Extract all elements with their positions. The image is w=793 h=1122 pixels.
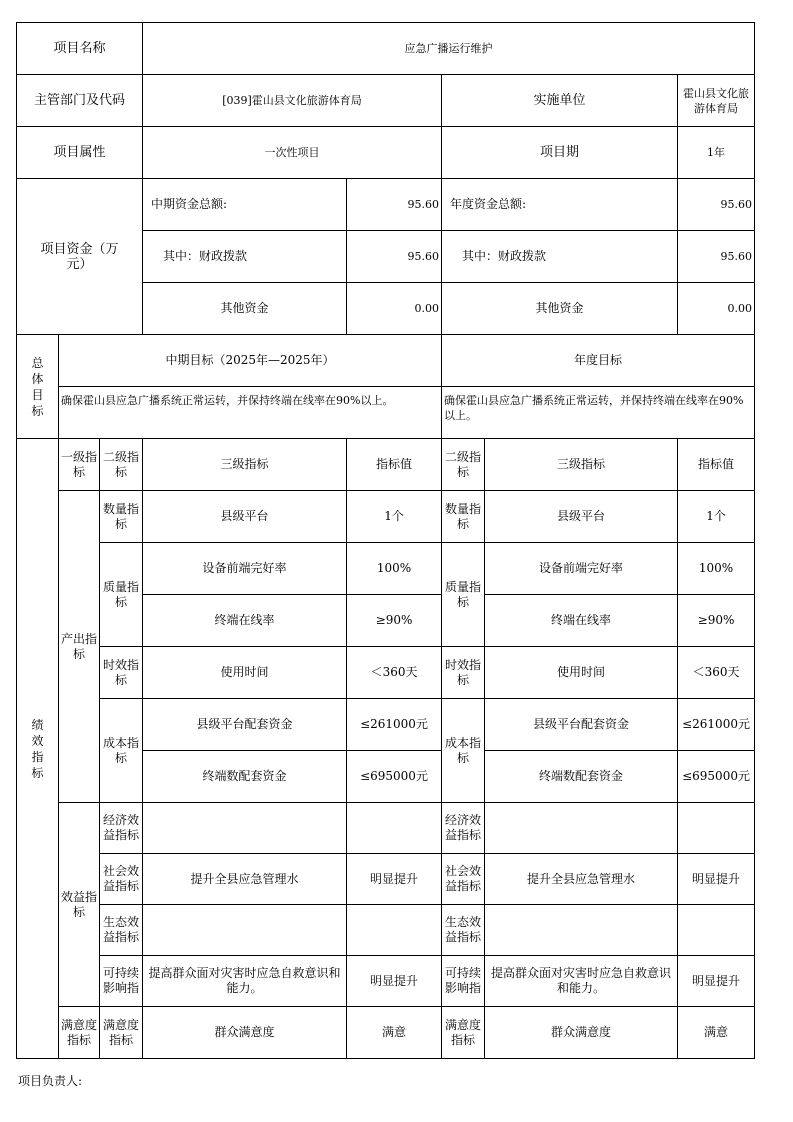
h-level1: 一级指标 [59, 439, 100, 491]
su1-val-mid: 明显提升 [347, 956, 442, 1007]
s1-name-annual: 提升全县应急管理水 [485, 854, 678, 905]
c2-val-mid: ≤695000元 [347, 751, 442, 803]
dept-label: 主管部门及代码 [17, 75, 143, 127]
mid-goal-text: 确保霍山县应急广播系统正常运转，并保持终端在线率在90%以上。 [59, 387, 442, 439]
dept-value: [039]霍山县文化旅游体育局 [143, 75, 442, 127]
ecological-name-mid [143, 905, 347, 956]
timeliness-annual: 时效指标 [442, 647, 485, 699]
annual-goal-header: 年度目标 [442, 335, 755, 387]
mid-goal-header: 中期目标（2025年—2025年） [59, 335, 442, 387]
satisfaction-l1: 满意度指标 [59, 1007, 100, 1059]
cost-mid: 成本指标 [100, 699, 143, 803]
economic-name-annual [485, 803, 678, 854]
annual-other-value: 0.00 [678, 283, 755, 335]
q2-name-annual: 设备前端完好率 [485, 543, 678, 595]
ecological-mid: 生态效益指标 [100, 905, 143, 956]
t1-val-mid: ＜360天 [347, 647, 442, 699]
su1-name-mid: 提高群众面对灾害时应急自救意识和能力。 [143, 956, 347, 1007]
q2-val-mid: 100% [347, 543, 442, 595]
project-name-label: 项目名称 [17, 23, 143, 75]
q3-name-annual: 终端在线率 [485, 595, 678, 647]
impl-unit-value: 霍山县文化旅游体育局 [678, 75, 755, 127]
quality-annual: 质量指标 [442, 543, 485, 647]
perf-label-text: 绩效指标 [31, 717, 44, 780]
social-mid: 社会效益指标 [100, 854, 143, 905]
q1-val-mid: 1个 [347, 491, 442, 543]
period-label: 项目期 [442, 127, 678, 179]
t1-name-annual: 使用时间 [485, 647, 678, 699]
q2-val-annual: 100% [678, 543, 755, 595]
economic-val-mid [347, 803, 442, 854]
annual-total-value: 95.60 [678, 179, 755, 231]
satisfaction-mid: 满意度指标 [100, 1007, 143, 1059]
annual-fiscal-label: 其中：财政拨款 [442, 231, 678, 283]
overall-goal-label-text: 总体目标 [31, 355, 44, 418]
h-value-mid: 指标值 [347, 439, 442, 491]
mid-other-value: 0.00 [347, 283, 442, 335]
mid-total-label: 中期资金总额: [143, 179, 347, 231]
t1-val-annual: ＜360天 [678, 647, 755, 699]
c2-name-annual: 终端数配套资金 [485, 751, 678, 803]
economic-val-annual [678, 803, 755, 854]
satisfaction-annual: 满意度指标 [442, 1007, 485, 1059]
q3-val-mid: ≥90% [347, 595, 442, 647]
attr-label: 项目属性 [17, 127, 143, 179]
economic-name-mid [143, 803, 347, 854]
h-value-annual: 指标值 [678, 439, 755, 491]
annual-other-label: 其他资金 [442, 283, 678, 335]
sat-val-annual: 满意 [678, 1007, 755, 1059]
mid-other-label: 其他资金 [143, 283, 347, 335]
economic-annual: 经济效益指标 [442, 803, 485, 854]
sat-name-mid: 群众满意度 [143, 1007, 347, 1059]
s1-val-mid: 明显提升 [347, 854, 442, 905]
q3-name-mid: 终端在线率 [143, 595, 347, 647]
impl-unit-label: 实施单位 [442, 75, 678, 127]
sat-val-mid: 满意 [347, 1007, 442, 1059]
ecological-val-mid [347, 905, 442, 956]
period-value: 1年 [678, 127, 755, 179]
annual-goal-text: 确保霍山县应急广播系统正常运转，并保持终端在线率在90%以上。 [442, 387, 755, 439]
timeliness-mid: 时效指标 [100, 647, 143, 699]
h-level3-mid: 三级指标 [143, 439, 347, 491]
c1-val-annual: ≤261000元 [678, 699, 755, 751]
mid-fiscal-value: 95.60 [347, 231, 442, 283]
q2-name-mid: 设备前端完好率 [143, 543, 347, 595]
social-annual: 社会效益指标 [442, 854, 485, 905]
h-level2-annual: 二级指标 [442, 439, 485, 491]
su1-val-annual: 明显提升 [678, 956, 755, 1007]
quantity-mid: 数量指标 [100, 491, 143, 543]
sat-name-annual: 群众满意度 [485, 1007, 678, 1059]
q1-name-annual: 县级平台 [485, 491, 678, 543]
cost-annual: 成本指标 [442, 699, 485, 803]
quality-mid: 质量指标 [100, 543, 143, 647]
sustainable-annual: 可持续影响指 [442, 956, 485, 1007]
output-label: 产出指标 [59, 491, 100, 803]
q3-val-annual: ≥90% [678, 595, 755, 647]
perf-label [17, 439, 59, 1059]
q1-name-mid: 县级平台 [143, 491, 347, 543]
quantity-annual: 数量指标 [442, 491, 485, 543]
su1-name-annual: 提高群众面对灾害时应急自救意识和能力。 [485, 956, 678, 1007]
c1-name-mid: 县级平台配套资金 [143, 699, 347, 751]
project-name-value: 应急广播运行维护 [143, 23, 755, 75]
overall-goal-label [17, 335, 59, 439]
h-level2-mid: 二级指标 [100, 439, 143, 491]
c1-val-mid: ≤261000元 [347, 699, 442, 751]
ecological-name-annual [485, 905, 678, 956]
attr-value: 一次性项目 [143, 127, 442, 179]
mid-fiscal-label: 其中：财政拨款 [143, 231, 347, 283]
h-level3-annual: 三级指标 [485, 439, 678, 491]
sustainable-mid: 可持续影响指 [100, 956, 143, 1007]
funds-label [17, 179, 143, 335]
responsible-label: 项目负责人: [18, 1074, 83, 1088]
benefit-label: 效益指标 [59, 803, 100, 1007]
ecological-annual: 生态效益指标 [442, 905, 485, 956]
s1-val-annual: 明显提升 [678, 854, 755, 905]
annual-total-label: 年度资金总额: [442, 179, 678, 231]
performance-goal-table [16, 22, 755, 1059]
c2-name-mid: 终端数配套资金 [143, 751, 347, 803]
economic-mid: 经济效益指标 [100, 803, 143, 854]
ecological-val-annual [678, 905, 755, 956]
c1-name-annual: 县级平台配套资金 [485, 699, 678, 751]
c2-val-annual: ≤695000元 [678, 751, 755, 803]
mid-total-value: 95.60 [347, 179, 442, 231]
funds-label-text: 项目资金（万元） [40, 241, 119, 272]
s1-name-mid: 提升全县应急管理水 [143, 854, 347, 905]
q1-val-annual: 1个 [678, 491, 755, 543]
t1-name-mid: 使用时间 [143, 647, 347, 699]
annual-fiscal-value: 95.60 [678, 231, 755, 283]
